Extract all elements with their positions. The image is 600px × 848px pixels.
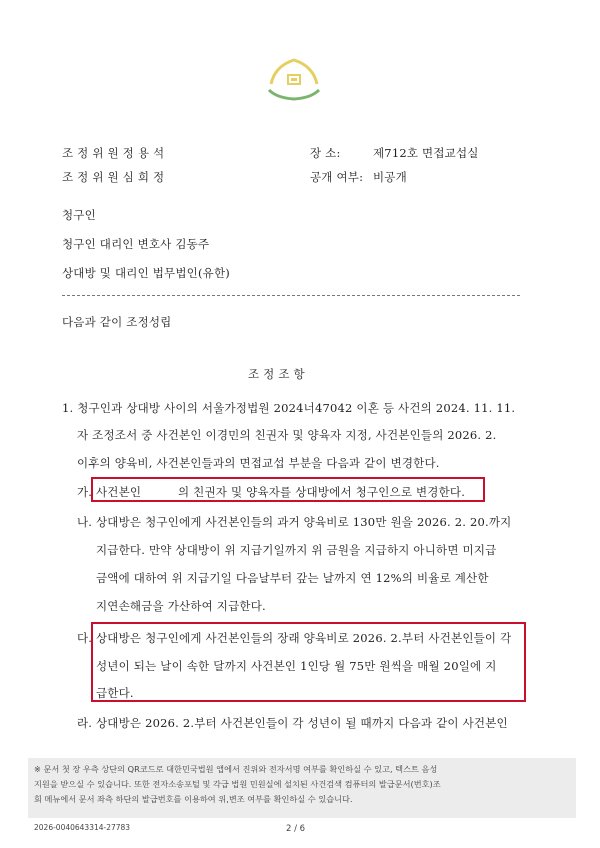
clause1-line1: 1. 청구인과 상대방 사이의 서울가정법원 2024너47042 이혼 등 사건의 2024. 11. 11. (62, 401, 516, 415)
footer-line1: ※ 문서 첫 장 우측 상단의 QR코드로 대한민국법원 앱에서 진위와 전자서명 여부를 확인하실 수 있고, 텍스트 음성 (34, 764, 438, 774)
public-value: 비공개 (373, 170, 407, 184)
item-na-line3: 금액에 대하여 위 지급기일 다음날부터 갚는 날까지 연 12%의 비율로 계산한 (96, 571, 489, 585)
clause1-line3: 이후의 양육비, 사건본인들과의 면접교섭 부분을 다음과 같이 변경한다. (77, 456, 440, 470)
item-da-line3: 급한다. (96, 686, 134, 700)
item-da-line1: 상대방은 청구인에게 사건본인들의 장래 양육비로 2026. 2.부터 사건본인들이 각 (96, 631, 512, 645)
page-number: 2 / 6 (286, 824, 306, 834)
item-na-marker: 나. (77, 515, 93, 529)
issue-number: 2026-0040643314-27783 (34, 823, 131, 832)
item-ga-left: 사건본인 (96, 485, 142, 499)
mediator-2: 조 정 위 원 심 희 정 (62, 170, 165, 184)
item-da-line2: 성년이 되는 날이 속한 달까지 사건본인 1인당 월 75만 원씩을 매월 20일에 지 (96, 659, 497, 673)
item-na-line4: 지연손해금을 가산하여 지급한다. (96, 599, 266, 613)
item-da-marker: 다. (77, 631, 93, 645)
item-ra-marker: 라. (77, 716, 93, 730)
claimant-agent: 청구인 대리인 변호사 김동주 (62, 237, 210, 251)
intro-text: 다음과 같이 조정성립 (62, 315, 172, 329)
clause1-line2: 자 조정조서 중 사건본인 이경민의 친권자 및 양육자 지정, 사건본인들의 2026. 2. (77, 428, 497, 442)
section-title: 조 정 조 항 (248, 367, 305, 381)
place-value: 제712호 면접교섭실 (373, 146, 479, 160)
item-na-line2: 지급한다. 만약 상대방이 위 지급기일까지 위 금원을 지급하지 아니하면 미지급 (96, 543, 497, 557)
item-na-line1: 상대방은 청구인에게 사건본인들의 과거 양육비로 130만 원을 2026. 2. 20.까지 (96, 515, 512, 529)
footer-line3: 회 메뉴에서 문서 좌측 하단의 발급번호를 이용하여 위,변조 여부를 확인하실 수 있습니다. (34, 794, 353, 804)
item-ra-line: 상대방은 2026. 2.부터 사건본인들이 각 성년이 될 때까지 다음과 같이 사건본인 (96, 716, 508, 730)
claimant: 청구인 (62, 208, 96, 222)
divider (62, 295, 520, 296)
respondent: 상대방 및 대리인 법무법인(유한) (62, 266, 230, 280)
public-label: 공개 여부: (310, 170, 364, 184)
item-ga-marker: 가. (77, 485, 93, 499)
court-seal-icon (265, 52, 323, 102)
item-ga-right: 의 친권자 및 양육자를 상대방에서 청구인으로 변경한다. (178, 485, 466, 499)
footer-line2: 지원을 받으실 수 있습니다. 또한 전자소송포털 및 각급 법원 민원실에 설치된 사건검색 컴퓨터의 발급문서(번호)조 (34, 779, 441, 789)
mediator-1: 조 정 위 원 정 용 석 (62, 146, 165, 160)
place-label: 장 소: (310, 146, 341, 160)
